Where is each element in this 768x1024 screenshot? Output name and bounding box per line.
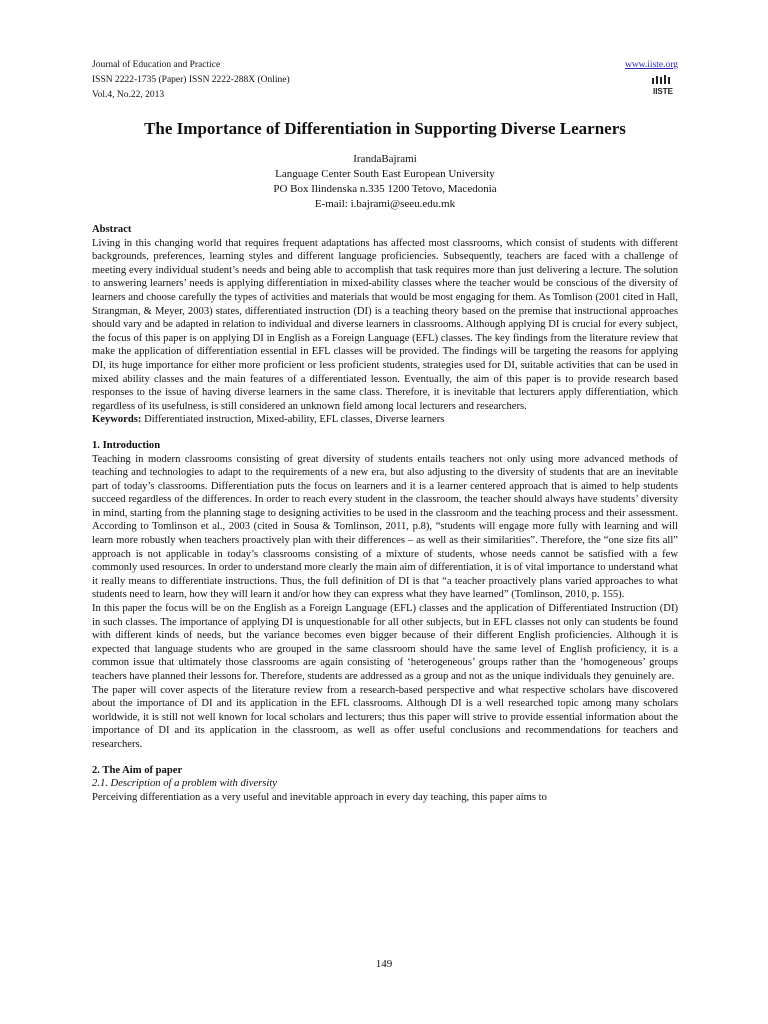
page-number: 149: [375, 958, 393, 970]
section-1-heading: 1. Introduction: [92, 439, 161, 451]
section-1-paragraph: In this paper the focus will be on the English as a Foreign Language (EFL) classes and the application of Differentiated Instruction (DI) in such classes. The importance of applying DI is unquestionable for all other subjects, but in EFL classes not only can students be found with different kinds of needs, but the variance becomes even bigger because of their different English proficiencies. Although it is expected that language students who are grouped in the same classroom should have the same level of English proficiency, it is a common issue that ultimately those classrooms are again consisting of ‘heterogeneous’ groups rather than the ‘homogeneous’ groups teachers have planned their lessons for. Therefore, students are addressed as a group and not as the unique individuals they genuinely are.: [92, 603, 678, 682]
section-2-heading: 2. The Aim of paper: [92, 764, 183, 776]
keywords-line: [92, 413, 678, 427]
journal-url-link[interactable]: www.iiste.org: [624, 60, 678, 70]
author-name: IrandaBajrami: [353, 153, 417, 165]
abstract-text: Living in this changing world that requires frequent adaptations has affected most classrooms, which consist of students with different backgrounds, preferences, learning styles and different language proficiencies. Subsequently, teachers are faced with a challenge of meeting every individual student’s needs and being able to accomplish that task requires more than just delivering a lecture. The solution to answering learners’ needs is applying differentiation in mixed-ability classes where the teacher would be conscious of the diversity of learners and choose carefully the types of activities and materials that would be most engaging for them. As Tomlison (2001 cited in Hall, Strangman, & Meyer, 2003) states, differentiated instruction (DI) is a teaching theory based on the premise that instructional approaches should vary and be adapted in relation to individual and diverse learners in classrooms. Although applying DI is crucial for every subject, the focus of this paper is on applying DI in English as a Foreign Language (EFL) classes. The key findings from the literature review that make the application of differentiation essential in EFL classes will be provided. The findings will be targeting the reasons for applying DI, its huge importance for either more proficient or less proficient students, strategies used for DI, suitable activities that can be used in mixed ability classes and the main features of a differentiated lesson. Eventually, the aim of this paper is to provide research based responses to the issue of having diverse learners in the same class. Therefore, it is inevitable that lecturers apply differentiation, which regardless of its usefulness, is still considered an unknown field among local lecturers and researchers.: [92, 237, 678, 412]
author-affiliation: Language Center South East European University: [275, 168, 495, 180]
abstract-heading: Abstract: [92, 224, 132, 235]
journal-issn: ISSN 2222-1735 (Paper) ISSN 2222-288X (Online): [92, 75, 290, 85]
paper-body: [92, 223, 678, 804]
paper-title: The Importance of Differentiation in Supporting Diverse Learners: [144, 119, 626, 138]
section-1-paragraph: The paper will cover aspects of the literature review from a research-based perspective and what respective scholars have discovered about the importance of DI and its application in the EFL classrooms. Although DI is a well researched topic among many scholars worldwide, it is still not well known for local scholars and lecturers; thus this paper will strive to provide essential information about the importance of DI and its application in the classroom, as well as offer useful conclusions and recommendations for teachers and researchers.: [92, 684, 678, 750]
keywords-list: Differentiated instruction, Mixed-ability, EFL classes, Diverse learners: [141, 414, 445, 426]
author-address: PO Box Ilindenska n.335 1200 Tetovo, Macedonia: [273, 183, 497, 195]
author-block: [92, 152, 678, 212]
journal-header: [92, 58, 678, 103]
author-email: E-mail: i.bajrami@seeu.edu.mk: [314, 198, 456, 210]
section-1-paragraph: Teaching in modern classrooms consisting of great diversity of students entails teachers not only using more advanced methods of teaching and technologies to adapt to the requirements of a new era, but also adjusting to the diversity of students that are an inevitable part of today’s classrooms. Differentiation puts the focus on learners and it is a learner centered approach that is aimed to help students succeed regardless of the differences. In order to reach every student in the classroom, the teacher should always have students’ diversity in mind, starting from the planning stage to designing activities to be used in the classroom and the teaching process and their assessment. According to Tomlinson et al., 2003 (cited in Sousa & Tomlinson, 2011, p.8), “students will engage more fully with learning and will learn more robustly when teachers proactively plan with their differences – as well as their similarities”. Therefore, the “one size fits all” approach is not applicable in today’s classrooms consisting of a mixture of students, whose needs cannot be satisfied with a few commonly used resources. In order to understand more clearly the main aim of differentiation, it is of vital importance to understand what it really means to differentiate instructions. Thus, the full definition of DI is that “a teacher proactively plans varied approaches to what students need to learn, how they will learn it and/or how they can express what they have learned” (Tomlinson, 2010, p. 155).: [92, 453, 678, 601]
keywords-label: Keywords:: [92, 414, 142, 426]
journal-volume: Vol.4, No.22, 2013: [92, 90, 165, 100]
logo-text: IISTE: [652, 87, 674, 96]
journal-name: Journal of Education and Practice: [92, 60, 221, 70]
section-2-paragraph: Perceiving differentiation as a very useful and inevitable approach in every day teaching, this paper aims to: [92, 791, 547, 803]
iiste-logo: [650, 74, 676, 96]
section-2-1-subheading: 2.1. Description of a problem with diversity: [92, 778, 277, 790]
